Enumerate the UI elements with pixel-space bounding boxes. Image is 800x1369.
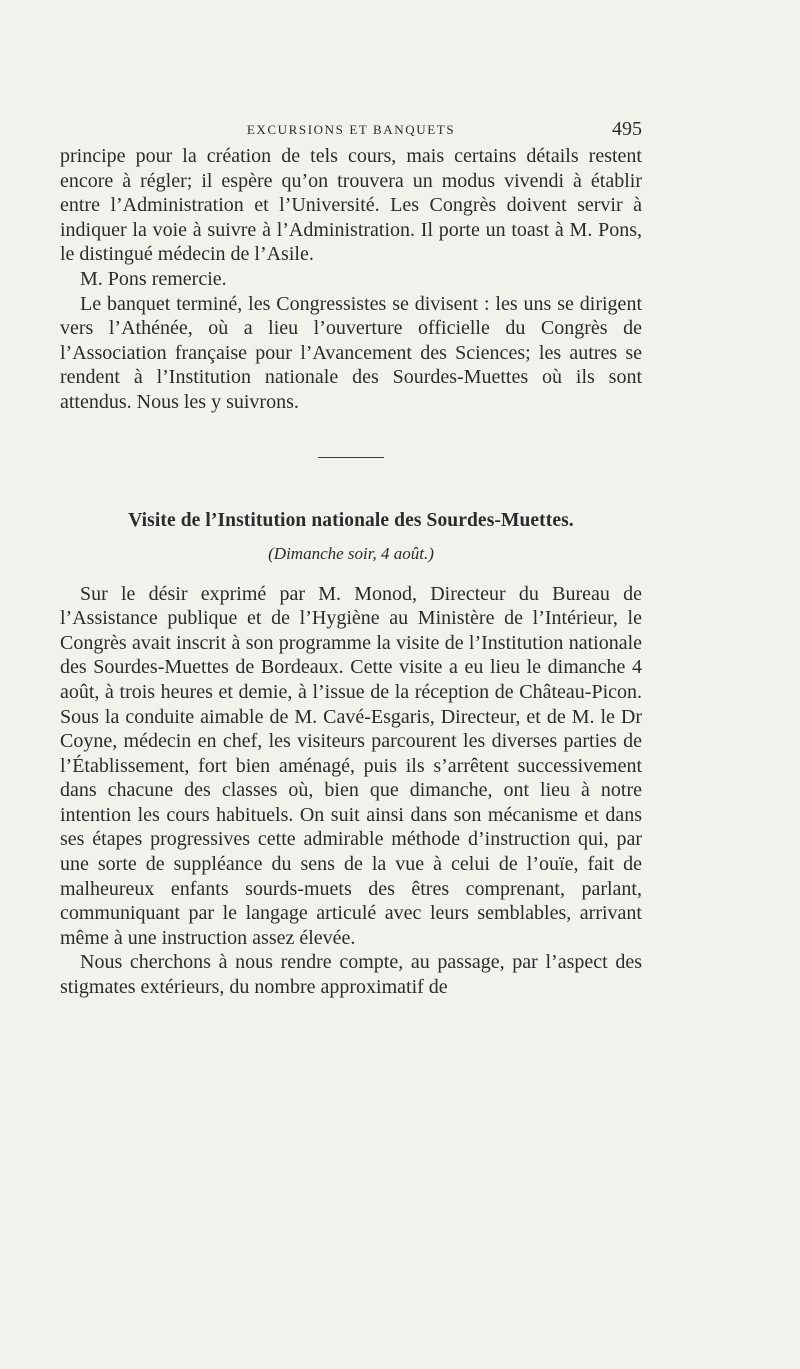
paragraph-visit: Sur le désir exprimé par M. Monod, Directeur du Bureau de l’Assistance publique et de l’Hygiène au Ministère de l’Intérieur, le Congrès avait inscrit à son programme la visite de l’Institution nationale des Sourdes-Muettes de Bordeaux. Cette visite a eu lieu le dimanche 4 août, à trois heures et demie, à l’issue de la réception de Château-Picon. Sous la conduite aimable de M. Cavé-Esgaris, Directeur, et de M. le Dr Coyne, médecin en chef, les visiteurs parcourent les diverses parties de l’Établissement, fort bien aménagé, puis ils s’arrêtent successivement dans chacune des classes où, bien que dimanche, ont lieu à notre intention les cours habituels. On suit ainsi dans son mécanisme et dans ses étapes progressives cette admirable méthode d’instruction qui, par une sorte de suppléance du sens de la vue à celui de l’ouïe, fait de malheureux enfants sourds-muets des êtres comprenant, parlant, communiquant par le langage articulé avec leurs semblables, arrivant même à une instruction assez élevée. <box>60 582 642 949</box>
book-page <box>60 118 642 1000</box>
section-date: (Dimanche soir, 4 août.) <box>268 543 434 563</box>
running-head: EXCURSIONS ET BANQUETS <box>246 122 456 137</box>
paragraph-toast: principe pour la création de tels cours, mais certains détails restent encore à régler; il espère qu’on trouvera un modus vivendi à établir entre l’Administration et l’Université. Les Congrès doivent servir à indiquer la voie à suivre à l’Administration. Il porte un toast à M. Pons, le distingué médecin de l’Asile. <box>60 145 642 266</box>
section-title: Visite de l’Institution nationale des Sourdes-Muettes. <box>128 509 574 531</box>
paragraph-pons-thanks: M. Pons remercie. <box>80 267 227 290</box>
page-number: 495 <box>612 118 642 140</box>
page-header <box>60 118 642 144</box>
paragraph-stigmata: Nous cherchons à nous rendre compte, au passage, par l’aspect des stigmates extérieurs, du nombre approximatif de <box>60 951 642 999</box>
section-divider <box>318 457 384 458</box>
paragraph-banquet-end: Le banquet terminé, les Congressistes se divisent : les uns se dirigent vers l’Athénée, où a lieu l’ouverture officielle du Congrès de l’Association française pour l’Avancement des Sciences; les autres se rendent à l’Institution nationale des Sourdes-Muettes où ils sont attendus. Nous les y suivrons. <box>60 292 642 413</box>
